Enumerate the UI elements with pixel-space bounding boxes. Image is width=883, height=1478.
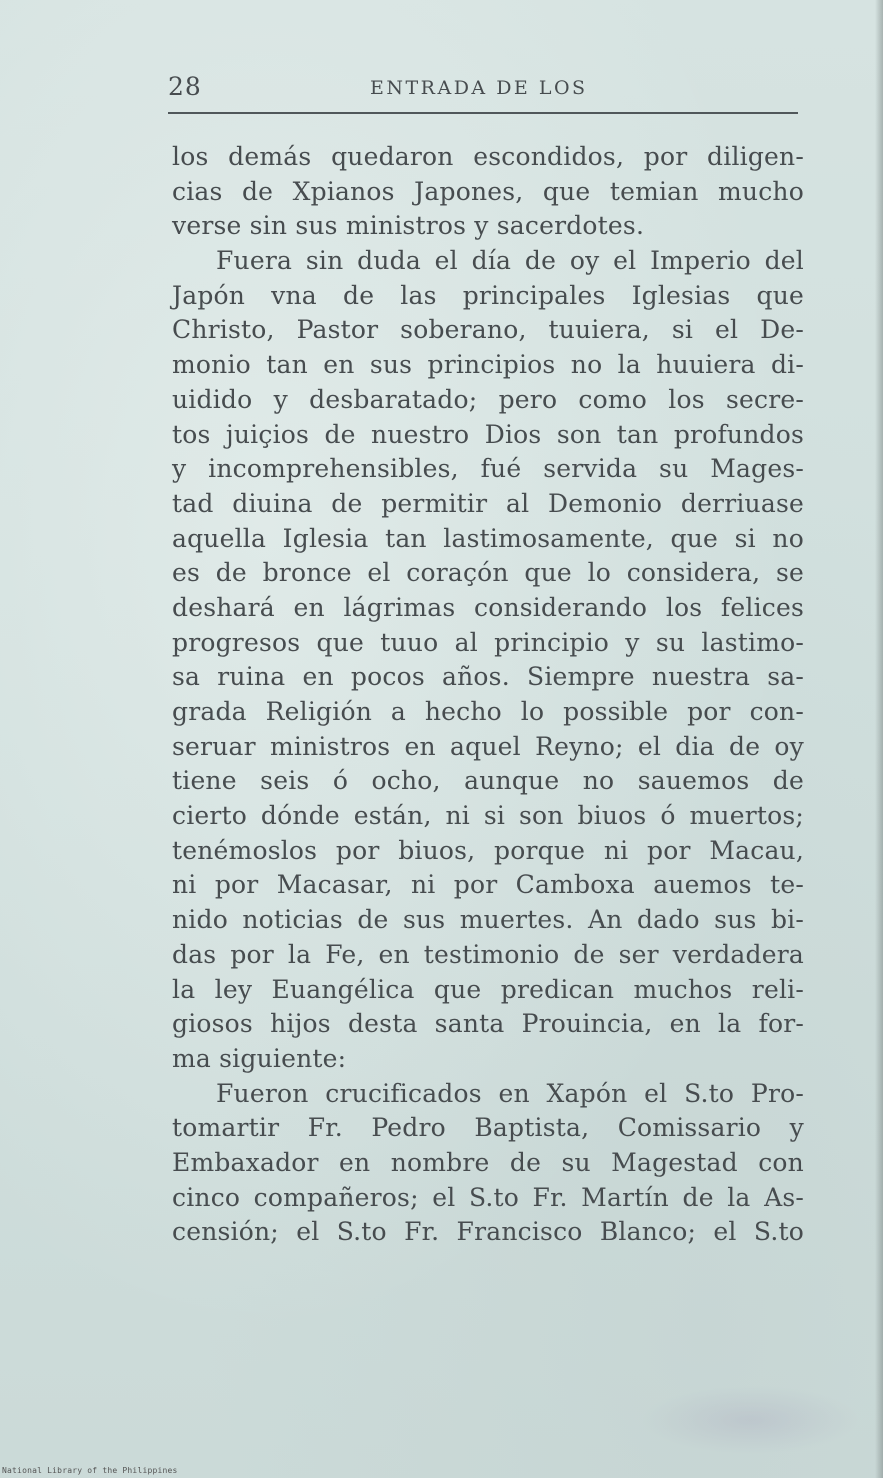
text-line: verse sin sus ministros y sacerdotes. (172, 211, 645, 241)
text-line: Embaxador en nombre de su Magestad con (172, 1147, 804, 1177)
text-line: y incomprehensibles, fué servida su Mages- (172, 454, 804, 484)
text-line: grada Religión a hecho lo possible por con- (172, 697, 804, 726)
body-text (172, 140, 804, 1250)
text-line: deshará en lágrimas considerando los felices (172, 592, 804, 622)
text-line: nido noticias de sus muertes. An dado sus bi- (172, 905, 804, 935)
text-line: tos juiçios de nuestro Dios son tan profundos (172, 419, 804, 449)
text-line: ni por Macasar, ni por Camboxa auemos te- (172, 870, 804, 900)
text-line: das por la Fe, en testimonio de ser verdadera (172, 939, 804, 969)
text-line: es de bronce el coraçón que lo considera, se (172, 558, 804, 588)
text-line: Christo, Pastor soberano, tuuiera, si el De- (172, 315, 804, 345)
text-line: aquella Iglesia tan lastimosamente, que si no (172, 523, 804, 553)
header-rule (168, 112, 798, 114)
text-line: cierto dónde están, ni si son biuos ó muertos; (172, 801, 804, 831)
text-line: cinco compañeros; el S.to Fr. Martín de la As- (172, 1182, 804, 1212)
text-line: uidido y desbaratado; pero como los secre- (172, 384, 804, 414)
text-line: tad diuina de permitir al Demonio derriuase (172, 488, 804, 518)
library-credit: National Library of the Philippines (2, 1466, 178, 1475)
ink-smudge (640, 1385, 860, 1455)
text-line: monio tan en sus principios no la huuiera di- (172, 350, 804, 380)
text-line: cias de Xpianos Japones, que temian mucho (172, 176, 804, 206)
paragraph-first-line: Fueron crucificados en Xapón el S.to Pro- (216, 1078, 804, 1108)
text-line: la ley Euangélica que predican muchos reli- (172, 974, 804, 1004)
page-edge-shadow (875, 0, 883, 1478)
page-number: 28 (168, 72, 202, 101)
text-line: sa ruina en pocos años. Siempre nuestra sa- (172, 662, 804, 692)
page-header (168, 72, 800, 112)
paragraph-first-line: Fuera sin duda el día de oy el Imperio del (216, 246, 804, 276)
text-line: Japón vna de las principales Iglesias que (172, 280, 804, 310)
text-line: seruar ministros en aquel Reyno; el dia de oy (172, 731, 804, 761)
text-line: tiene seis ó ocho, aunque no sauemos de (172, 766, 804, 796)
running-head: ENTRADA DE LOS (370, 77, 588, 99)
text-line: tenémoslos por biuos, porque ni por Macau, (172, 835, 804, 865)
text-line: censión; el S.to Fr. Francisco Blanco; el S.to (172, 1217, 804, 1247)
text-line: tomartir Fr. Pedro Baptista, Comissario y (172, 1113, 804, 1143)
text-line: giosos hijos desta santa Prouincia, en la for- (172, 1009, 804, 1039)
text-line: ma siguiente: (172, 1043, 347, 1073)
text-line: progresos que tuuo al principio y su lastimo- (172, 627, 804, 657)
text-line: los demás quedaron escondidos, por diligen- (172, 142, 804, 171)
